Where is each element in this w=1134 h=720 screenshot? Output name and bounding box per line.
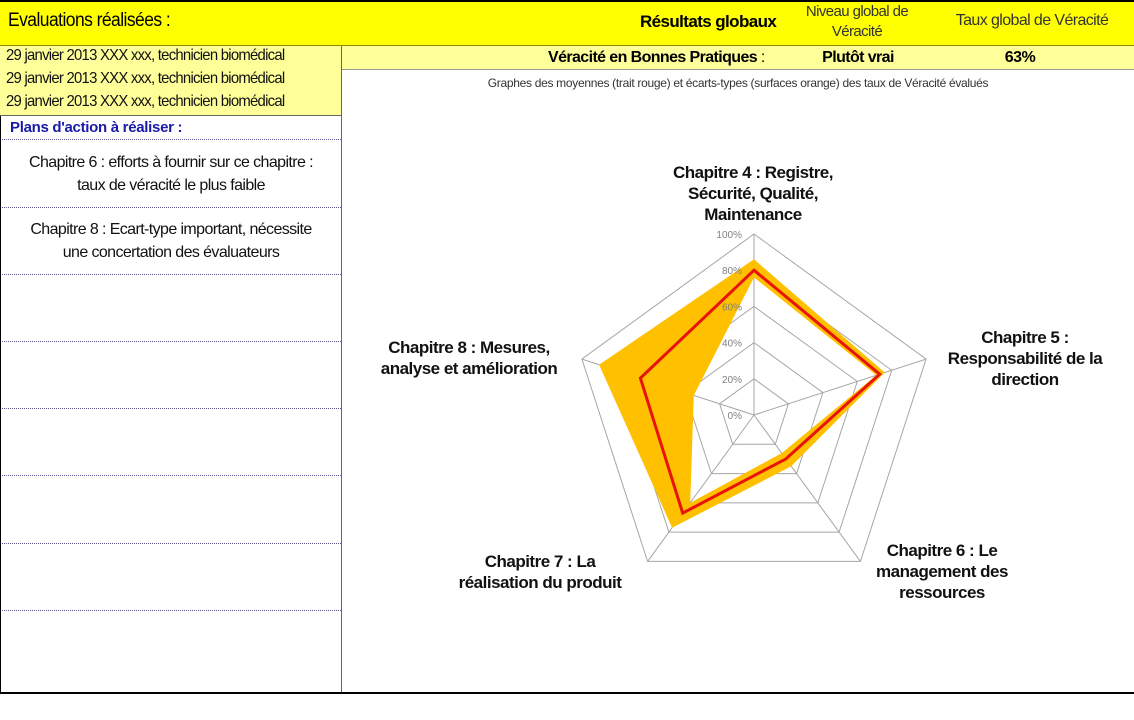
summary-label-text: Véracité en Bonnes Pratiques — [548, 49, 758, 66]
global-results-label: Résultats globaux — [640, 12, 777, 31]
global-rate-value: 63% — [1004, 49, 1036, 66]
summary-colon: : — [757, 49, 765, 66]
category-label-ch8 — [356, 337, 582, 379]
action-plans-title: Plans d'action à réaliser : — [10, 119, 183, 136]
label-line: analyse et amélioration — [380, 359, 558, 378]
label-line: management des — [876, 562, 1008, 581]
label-line: Chapitre 7 : La — [484, 552, 596, 571]
category-label-ch4 — [640, 162, 866, 225]
category-label-ch5 — [928, 327, 1122, 390]
action-plan-line2: une concertation des évaluateurs — [62, 244, 280, 261]
label-line: Sécurité, Qualité, — [688, 184, 818, 203]
label-line: Chapitre 8 : Mesures, — [388, 338, 550, 357]
radial-tick-label: 80% — [721, 266, 742, 278]
global-level-value: Plutôt vrai — [822, 49, 894, 66]
action-plan-line1: Chapitre 6 : efforts à fournir sur ce chapitre : — [29, 154, 313, 171]
label-line: direction — [991, 370, 1059, 389]
label-line: Chapitre 5 : — [981, 328, 1069, 347]
evaluation-item: 29 janvier 2013 XXX xxx, technicien biomédical — [6, 70, 285, 87]
label-line: Chapitre 6 : Le — [886, 541, 998, 560]
radial-tick-label: 60% — [721, 302, 742, 314]
chart-subtitle: Graphes des moyennes (trait rouge) et écarts-types (surfaces orange) des taux de Véracité évalués — [487, 76, 989, 90]
label-line: Responsabilité de la — [947, 349, 1103, 368]
action-plan-line1: Chapitre 8 : Ecart-type important, nécessite — [30, 221, 312, 238]
category-label-ch7 — [430, 551, 650, 593]
evaluations-title: Evaluations réalisées : — [8, 10, 171, 31]
niveau-global-line1: Niveau global de — [805, 3, 909, 20]
radial-tick-label: 20% — [721, 374, 742, 386]
radial-tick-label: 0% — [727, 411, 742, 422]
std-dev-band — [599, 259, 885, 528]
label-line: ressources — [899, 583, 985, 602]
evaluation-item: 29 janvier 2013 XXX xxx, technicien biomédical — [6, 93, 285, 110]
niveau-global-line2: Véracité — [831, 23, 883, 40]
action-plan-line2: taux de véracité le plus faible — [77, 177, 265, 194]
label-line: réalisation du produit — [458, 573, 622, 592]
taux-global-header: Taux global de Véracité — [955, 12, 1109, 29]
evaluation-item: 29 janvier 2013 XXX xxx, technicien biomédical — [6, 47, 285, 64]
label-line: Chapitre 4 : Registre, — [673, 163, 833, 182]
category-label-ch6 — [852, 540, 1032, 603]
label-line: Maintenance — [704, 205, 802, 224]
radial-tick-label: 40% — [721, 338, 742, 350]
radial-tick-label: 100% — [716, 230, 742, 241]
